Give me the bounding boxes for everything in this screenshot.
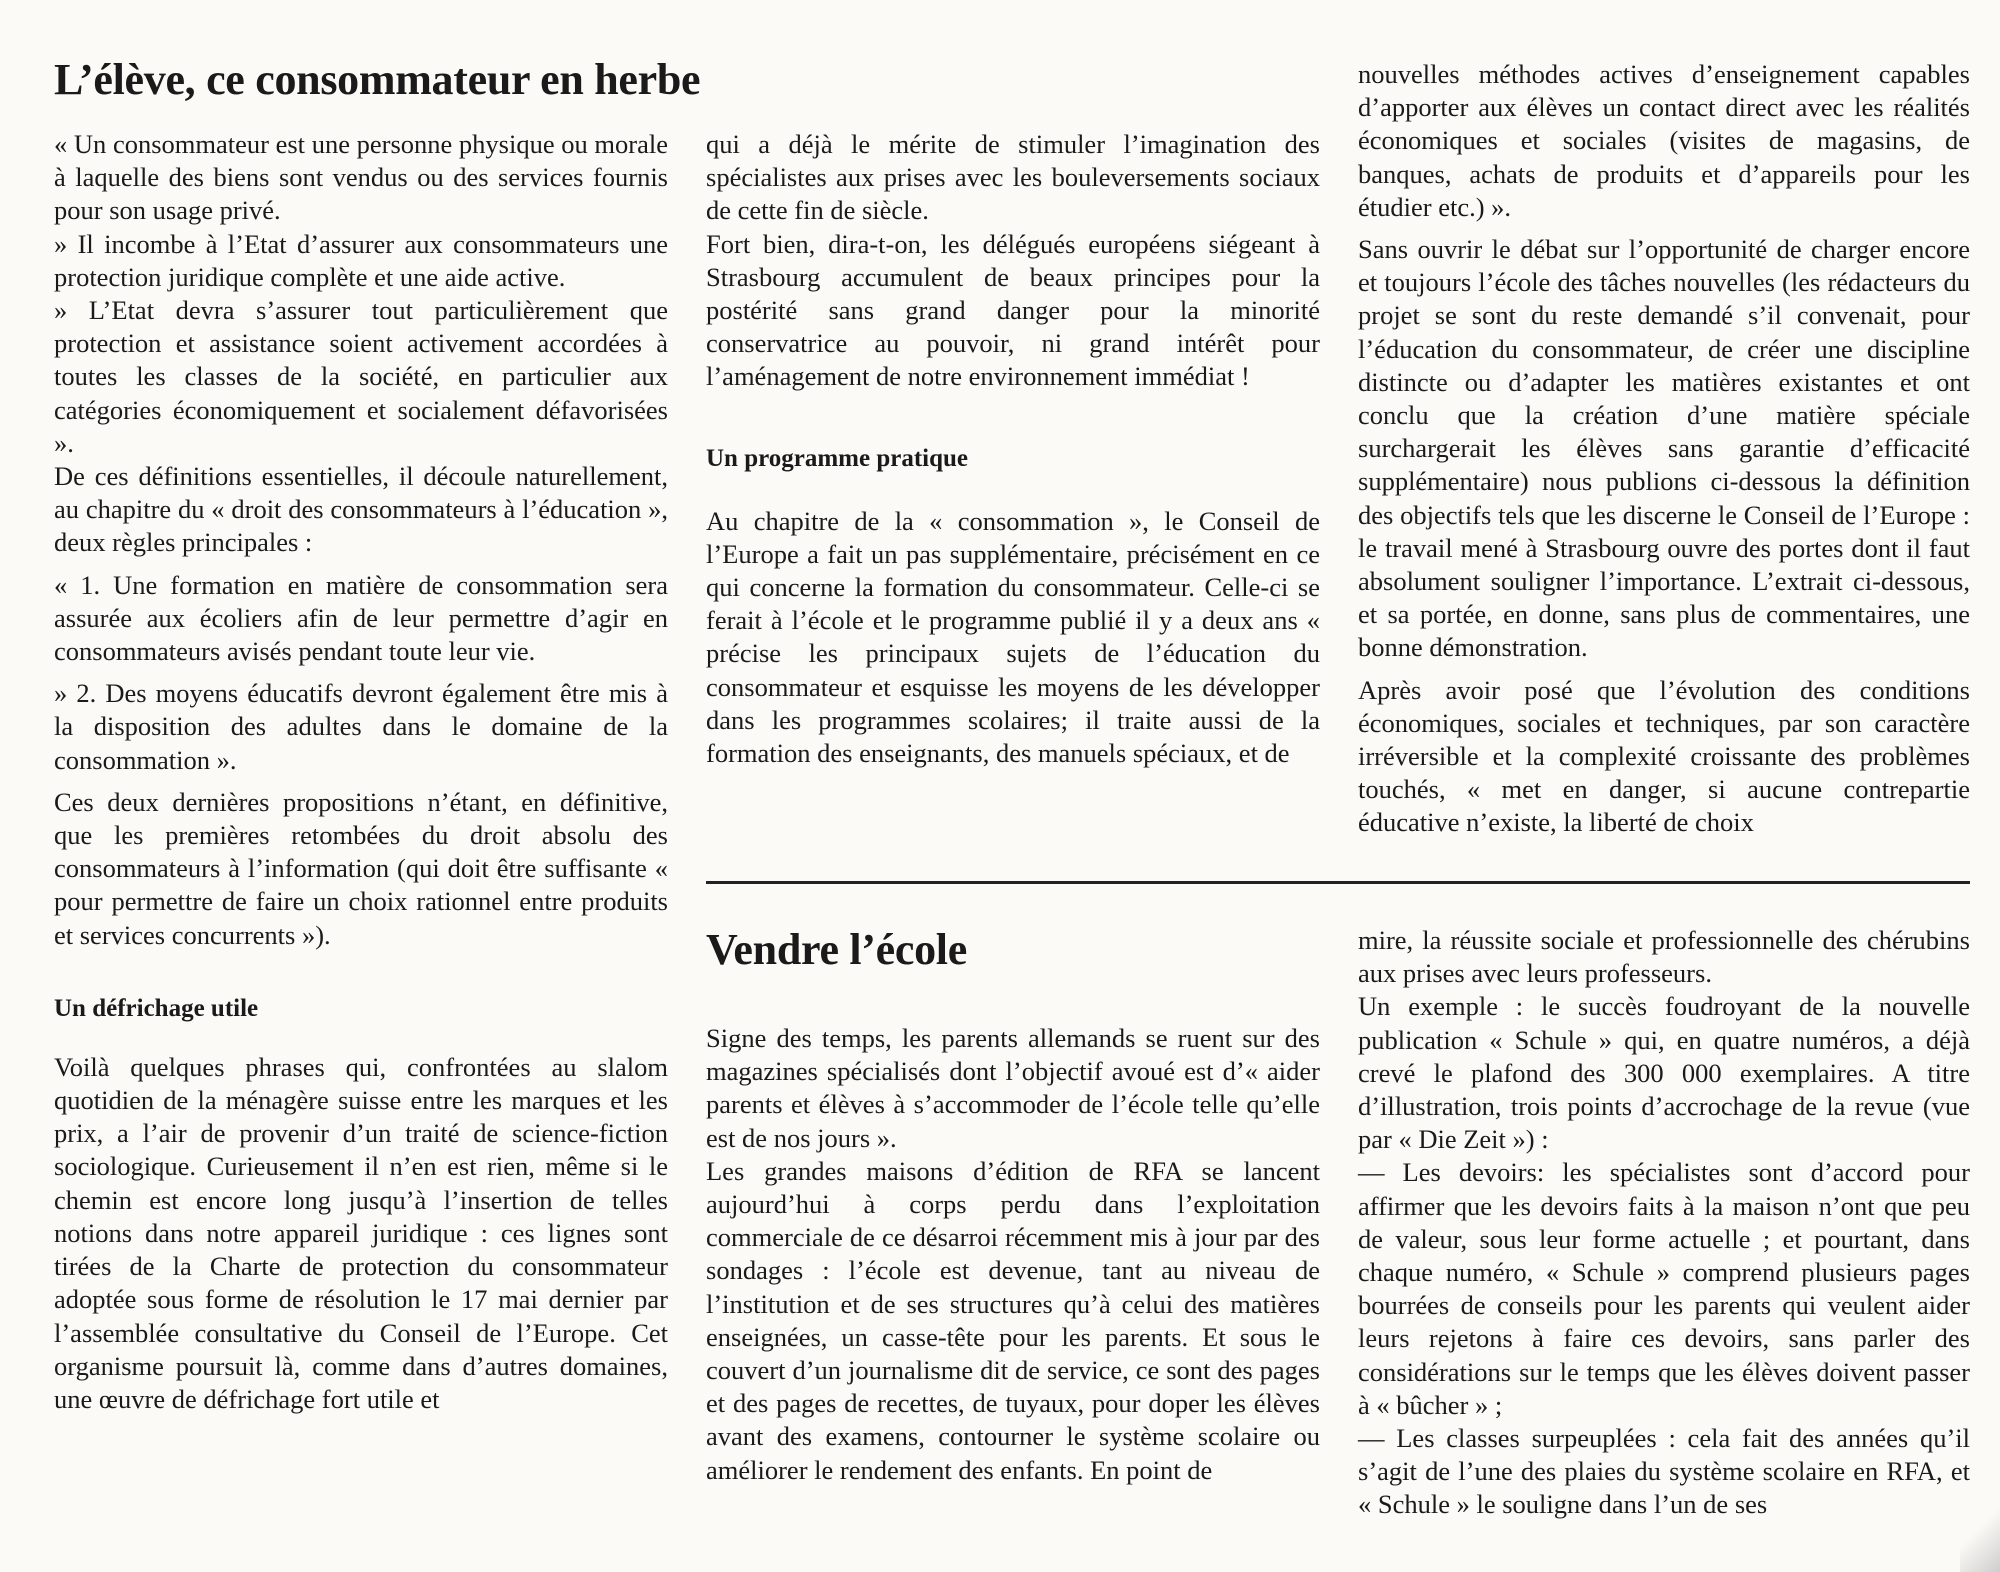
paragraph: « 1. Une formation en matière de consommation sera assurée aux écoliers afin de leur permettre d’agir en consommateurs avisés pendant toute leur vie.: [54, 569, 668, 667]
section-divider: [706, 881, 1970, 884]
paragraph: « Un consommateur est une personne physique ou morale à laquelle des biens sont vendus ou des services fournis pour son usage privé.: [54, 129, 668, 226]
paragraph: Au chapitre de la « consommation », le Conseil de l’Europe a fait un pas supplémentaire, précisément en ce qui concerne la formation du consommateur. Celle-ci se ferait à l’école et le programme publié il y a deux ans « précise les principaux sujets de l’éducation du consommateur et esquisse les moyens de les développer dans les programmes scolaires; il traite aussi de la formation des enseignants, des manuels spéciaux, et de: [706, 505, 1320, 769]
paragraph: nouvelles méthodes actives d’enseignement capables d’apporter aux élèves un contact direct avec les réalités économiques et sociales (visites de magasins, de banques, achats de produits et d’appareils pour les étudier etc.) ».: [1358, 59, 1970, 222]
article-title: Vendre l’école: [706, 925, 967, 974]
paragraph: Ces deux dernières propositions n’étant, en définitive, que les premières retombées du droit absolu des consommateurs à l’information (qui doit être suffisante « pour permettre de faire un choix rationnel entre produits et services concurrents »).: [54, 786, 668, 950]
paragraph: Voilà quelques phrases qui, confrontées au slalom quotidien de la ménagère suisse entre les marques et les prix, a l’air de provenir d’un traité de science-fiction sociologique. Curieusement il n’en est rien, même si le chemin est encore long jusqu’à l’insertion de telles notions dans notre appareil juridique : ces lignes sont tirées de la Charte de protection du consommateur adoptée sous forme de résolution le 17 mai dernier par l’assemblée consultative du Conseil de l’Europe. Cet organisme poursuit là, comme dans d’autres domaines, une œuvre de défrichage fort utile et: [54, 1051, 668, 1414]
article1-column-1: [54, 128, 668, 1416]
article1-column-2: [706, 128, 1320, 770]
paragraph: — Les classes surpeuplées : cela fait des années qu’il s’agit de l’une des plaies du système scolaire en RFA, et « Schule » le souligne dans l’un de ses: [1358, 1423, 1970, 1520]
paragraph: » 2. Des moyens éducatifs devront également être mis à la disposition des adultes dans le domaine de la consommation ».: [54, 678, 668, 775]
section-heading: Un défrichage utile: [54, 994, 259, 1022]
paragraph: Sans ouvrir le débat sur l’opportunité de charger encore et toujours l’école des tâches nouvelles (les rédacteurs du projet se sont du reste demandé s’il convenait, pour l’éducation du consommateur, de créer une discipline distincte ou d’adapter les matières existantes et ont conclu que la création d’une matière spéciale surchargerait les élèves sans garantie d’efficacité supplémentaire) nous publions ci-dessous la définition des objectifs tels que les discerne le Conseil de l’Europe : le travail mené à Strasbourg ouvre des portes dont il faut absolument souligner l’importance. L’extrait ci-dessous, et sa portée, en donne, sans plus de commentaires, une bonne démonstration.: [1358, 234, 1970, 663]
paragraph: qui a déjà le mérite de stimuler l’imagination des spécialistes aux prises avec les bouleversements sociaux de cette fin de siècle.: [706, 129, 1320, 226]
article1-column-3: [1358, 58, 1970, 840]
paragraph: mire, la réussite sociale et professionnelle des chérubins aux prises avec leurs professeurs.: [1358, 925, 1970, 989]
paragraph: Fort bien, dira-t-on, les délégués européens siégeant à Strasbourg accumulent de beaux principes pour la postérité sans grand danger pour la minorité conservatrice au pouvoir, ni grand intérêt pour l’aménagement de notre environnement immédiat !: [706, 228, 1320, 392]
paragraph: Un exemple : le succès foudroyant de la nouvelle publication « Schule » qui, en quatre numéros, a déjà crevé le plafond des 300 000 exemplaires. A titre d’illustration, trois points d’accrochage de la revue (vue par « Die Zeit ») :: [1358, 991, 1970, 1155]
paragraph: Les grandes maisons d’édition de RFA se lancent aujourd’hui à corps perdu dans l’exploitation commerciale de ce désarroi récemment mis à jour par des sondages : l’école est devenue, tant au niveau de l’institution et de ses structures qu’à celui des matières enseignées, un casse-tête pour les parents. Et sous le couvert d’un journalisme dit de service, ce sont des pages et des pages de recettes, de tuyaux, pour doper les élèves avant des examens, contourner le système scolaire ou améliorer le rendement des enfants. En point de: [706, 1155, 1320, 1485]
paragraph: » L’Etat devra s’assurer tout particulièrement que protection et assistance soient activement accordées à toutes les classes de la société, en particulier aux catégories économiquement et socialement défavorisées ».: [54, 295, 668, 458]
page-curl-shadow: [1960, 1502, 2000, 1572]
paragraph: Signe des temps, les parents allemands se ruent sur des magazines spécialisés dont l’objectif avoué est d’« aider parents et élèves à s’accommoder de l’école telle qu’elle est de nos jours ».: [706, 1023, 1320, 1153]
article-title: L’élève, ce consommateur en herbe: [54, 55, 701, 104]
paragraph: Après avoir posé que l’évolution des conditions économiques, sociales et techniques, par son caractère irréversible et la complexité croissante des problèmes touchés, « met en danger, si aucune contrepartie éducative n’existe, la liberté de choix: [1358, 674, 1970, 838]
paragraph: De ces définitions essentielles, il découle naturellement, au chapitre du « droit des consommateurs à l’éducation », deux règles principales :: [54, 461, 668, 558]
article2-column-1: [706, 1022, 1320, 1487]
article2-column-2: [1358, 924, 1970, 1522]
paragraph: » Il incombe à l’Etat d’assurer aux consommateurs une protection juridique complète et une aide active.: [54, 228, 668, 292]
section-heading: Un programme pratique: [706, 444, 969, 472]
paragraph: — Les devoirs: les spécialistes sont d’accord pour affirmer que les devoirs faits à la maison n’ont que peu de valeur, sous leur forme actuelle ; et pourtant, dans chaque numéro, « Schule » comprend plusieurs pages bourrées de conseils pour les parents qui veulent aider leurs rejetons à faire ces devoirs, sans parler des considérations sur le temps que les élèves doivent passer à « bûcher » ;: [1358, 1157, 1970, 1420]
